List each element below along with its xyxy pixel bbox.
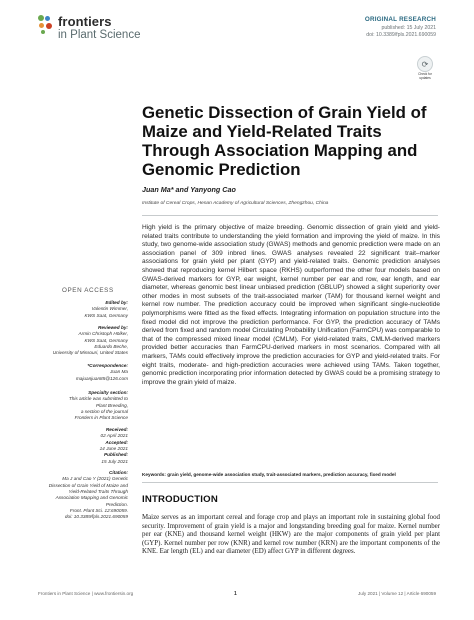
specialty-block	[20, 390, 128, 422]
editor-name[interactable]: Valentin Wimmer,	[91, 306, 128, 312]
specialty-line: Plant Breeding,	[95, 402, 128, 408]
check-for-updates-button[interactable]	[414, 56, 436, 80]
affiliation: Institute of Cereal Crops, Henan Academy of Agricultural Sciences, Zhengzhou, China	[142, 201, 329, 206]
journal-name: in Plant Science	[58, 29, 141, 41]
article-title: Genetic Dissection of Grain Yield of Maize and Yield-Related Traits Through Association Mapping and Genomic Prediction	[142, 103, 427, 180]
citation-line: Prediction.	[105, 501, 128, 507]
reviewed-by-label: Reviewed by:	[98, 325, 128, 330]
published-label: Published:	[104, 452, 128, 458]
doi-link[interactable]: doi: 10.3389/fpls.2021.690059	[366, 32, 436, 38]
article-meta	[365, 16, 436, 38]
citation-line: Dissection of Grain Yield of Maize and	[48, 482, 128, 488]
divider	[142, 482, 438, 483]
editor-affiliation: KWS Saat, Germany	[84, 312, 128, 318]
footer-volume-info: July 2021 | Volume 12 | Article 690059	[358, 591, 436, 596]
citation-label: Citation:	[108, 470, 128, 475]
edited-by-label: Edited by:	[105, 300, 128, 305]
published-date: published: 15 July 2021	[381, 24, 436, 31]
specialty-line: Frontiers in Plant Science	[74, 415, 128, 421]
footer-journal-link[interactable]: Frontiers in Plant Science | www.frontiersin.org	[38, 591, 134, 596]
reviewed-by-block	[20, 325, 128, 357]
accepted-label: Accepted:	[105, 439, 128, 445]
frontiers-logo-icon	[38, 15, 54, 37]
reviewer-name[interactable]: Armin Christoph Hölker,	[78, 331, 128, 337]
abstract: High yield is the primary objective of maize breeding. Genomic dissection of grain yield and yield-related traits contribute to understanding the yield formation and improving the yield of maize. In this study, two genome-wide association study (GWAS) methods and genomic prediction were made on an association panel of 309 inbred lines. GWAS analyses revealed 22 significant trait–marker associations for grain yield per plant (GYP) and yield-related traits. Genomic prediction analyses showed that reproducing kernel Hilbert space (RKHS) outperformed the other four models based on GWAS-derived markers for GYP, ear weight, kernel number per ear and row, ear length, and ear diameter, whereas genomic best linear unbiased prediction (GBLUP) showed a slight superiority over other modes in most subsets of the trait-associated marker (TAM) for thousand kernel weight and kernel row number. The prediction accuracy could be improved when significant single-nucleotide polymorphisms were fitted as the fixed effects. Integrating information on population structure into the fixed model did not improve the prediction performance. For GYP, the prediction accuracy of TAMs derived from fixed and random model Circulating Probability Unification (FarmCPU) was comparable to that of the compressed mixed linear model (CMLM). For yield-related traits, CMLM-derived markers provided better accuracies than FarmCPU-derived markers in most scenarios. Compared with all markers, TAMs could effectively improve the prediction accuracies for GYP and yield-related traits. For eight traits, moderate- and high-prediction accuracies were achieved using TAMs. Taken together, genomic prediction incorporating prior information detected by GWAS could be a promising strategy to improve the grain yield of maize.	[142, 224, 441, 386]
received-label: Received:	[105, 427, 128, 432]
specialty-line: a section of the journal	[80, 409, 128, 415]
check-for-updates-label: Check for updates	[418, 72, 432, 80]
reviewer-name[interactable]: Eduardo Beche,	[94, 344, 128, 350]
citation-line: Ma J and Cao Y (2021) Genetic	[62, 476, 128, 482]
citation-block	[20, 470, 128, 521]
divider	[142, 215, 438, 216]
introduction-text: Maize serves as an important cereal and forage crop and plays an important role in sustaining global food security. Improvement of grain yield is a major and longstanding breeding goal for maize. Kernel number per ear (KNE) and thousand kernel weight (HKW) are the major components of grain yield per plant (GYP). Kernel number per row (KNR) and kernel row number (KRN) are the important components of the KNE. Ear length (EL) and ear diameter (ED) affect GYP in different degrees.	[142, 514, 440, 556]
citation-line: Yield-Related Traits Through	[68, 489, 128, 495]
open-access-label: OPEN ACCESS	[62, 287, 114, 294]
citation-line: Front. Plant Sci. 12:690059.	[69, 508, 128, 514]
reviewer-affiliation: KWS Saat, Germany	[84, 337, 128, 343]
keywords	[142, 472, 440, 477]
correspondence-label: *Correspondence:	[87, 363, 128, 368]
published-date-side: 15 July 2021	[101, 458, 128, 464]
dates-block	[20, 427, 128, 465]
keywords-label: Keywords:	[142, 472, 166, 477]
keywords-text: grain yield, genome-wide association study, trait-associated markers, prediction accuracy, fixed model	[167, 472, 396, 477]
article-type: ORIGINAL RESEARCH	[364, 16, 436, 23]
specialty-line: This article was submitted to	[68, 396, 128, 402]
correspondent-email[interactable]: majuanjuan85@126.com	[75, 375, 128, 381]
received-date: 02 April 2021	[100, 433, 128, 439]
citation-doi[interactable]: doi: 10.3389/fpls.2021.690059	[64, 514, 128, 520]
specialty-label: Specialty section:	[88, 390, 128, 395]
edited-by-block	[20, 300, 128, 319]
refresh-icon: ⟳	[417, 56, 433, 72]
section-heading-introduction: INTRODUCTION	[142, 494, 218, 505]
author-list[interactable]: Juan Ma* and Yanyong Cao	[142, 185, 236, 194]
citation-line: Association Mapping and Genomic	[55, 495, 128, 501]
accepted-date: 14 June 2021	[99, 446, 128, 452]
reviewer-affiliation: University of Missouri, United States	[52, 350, 128, 356]
correspondent-name: Juan Ma	[110, 369, 128, 375]
brand-name: frontiers	[58, 14, 112, 29]
journal-logo[interactable]	[38, 15, 140, 42]
correspondence-block	[20, 363, 128, 382]
page-number: 1	[234, 591, 237, 597]
